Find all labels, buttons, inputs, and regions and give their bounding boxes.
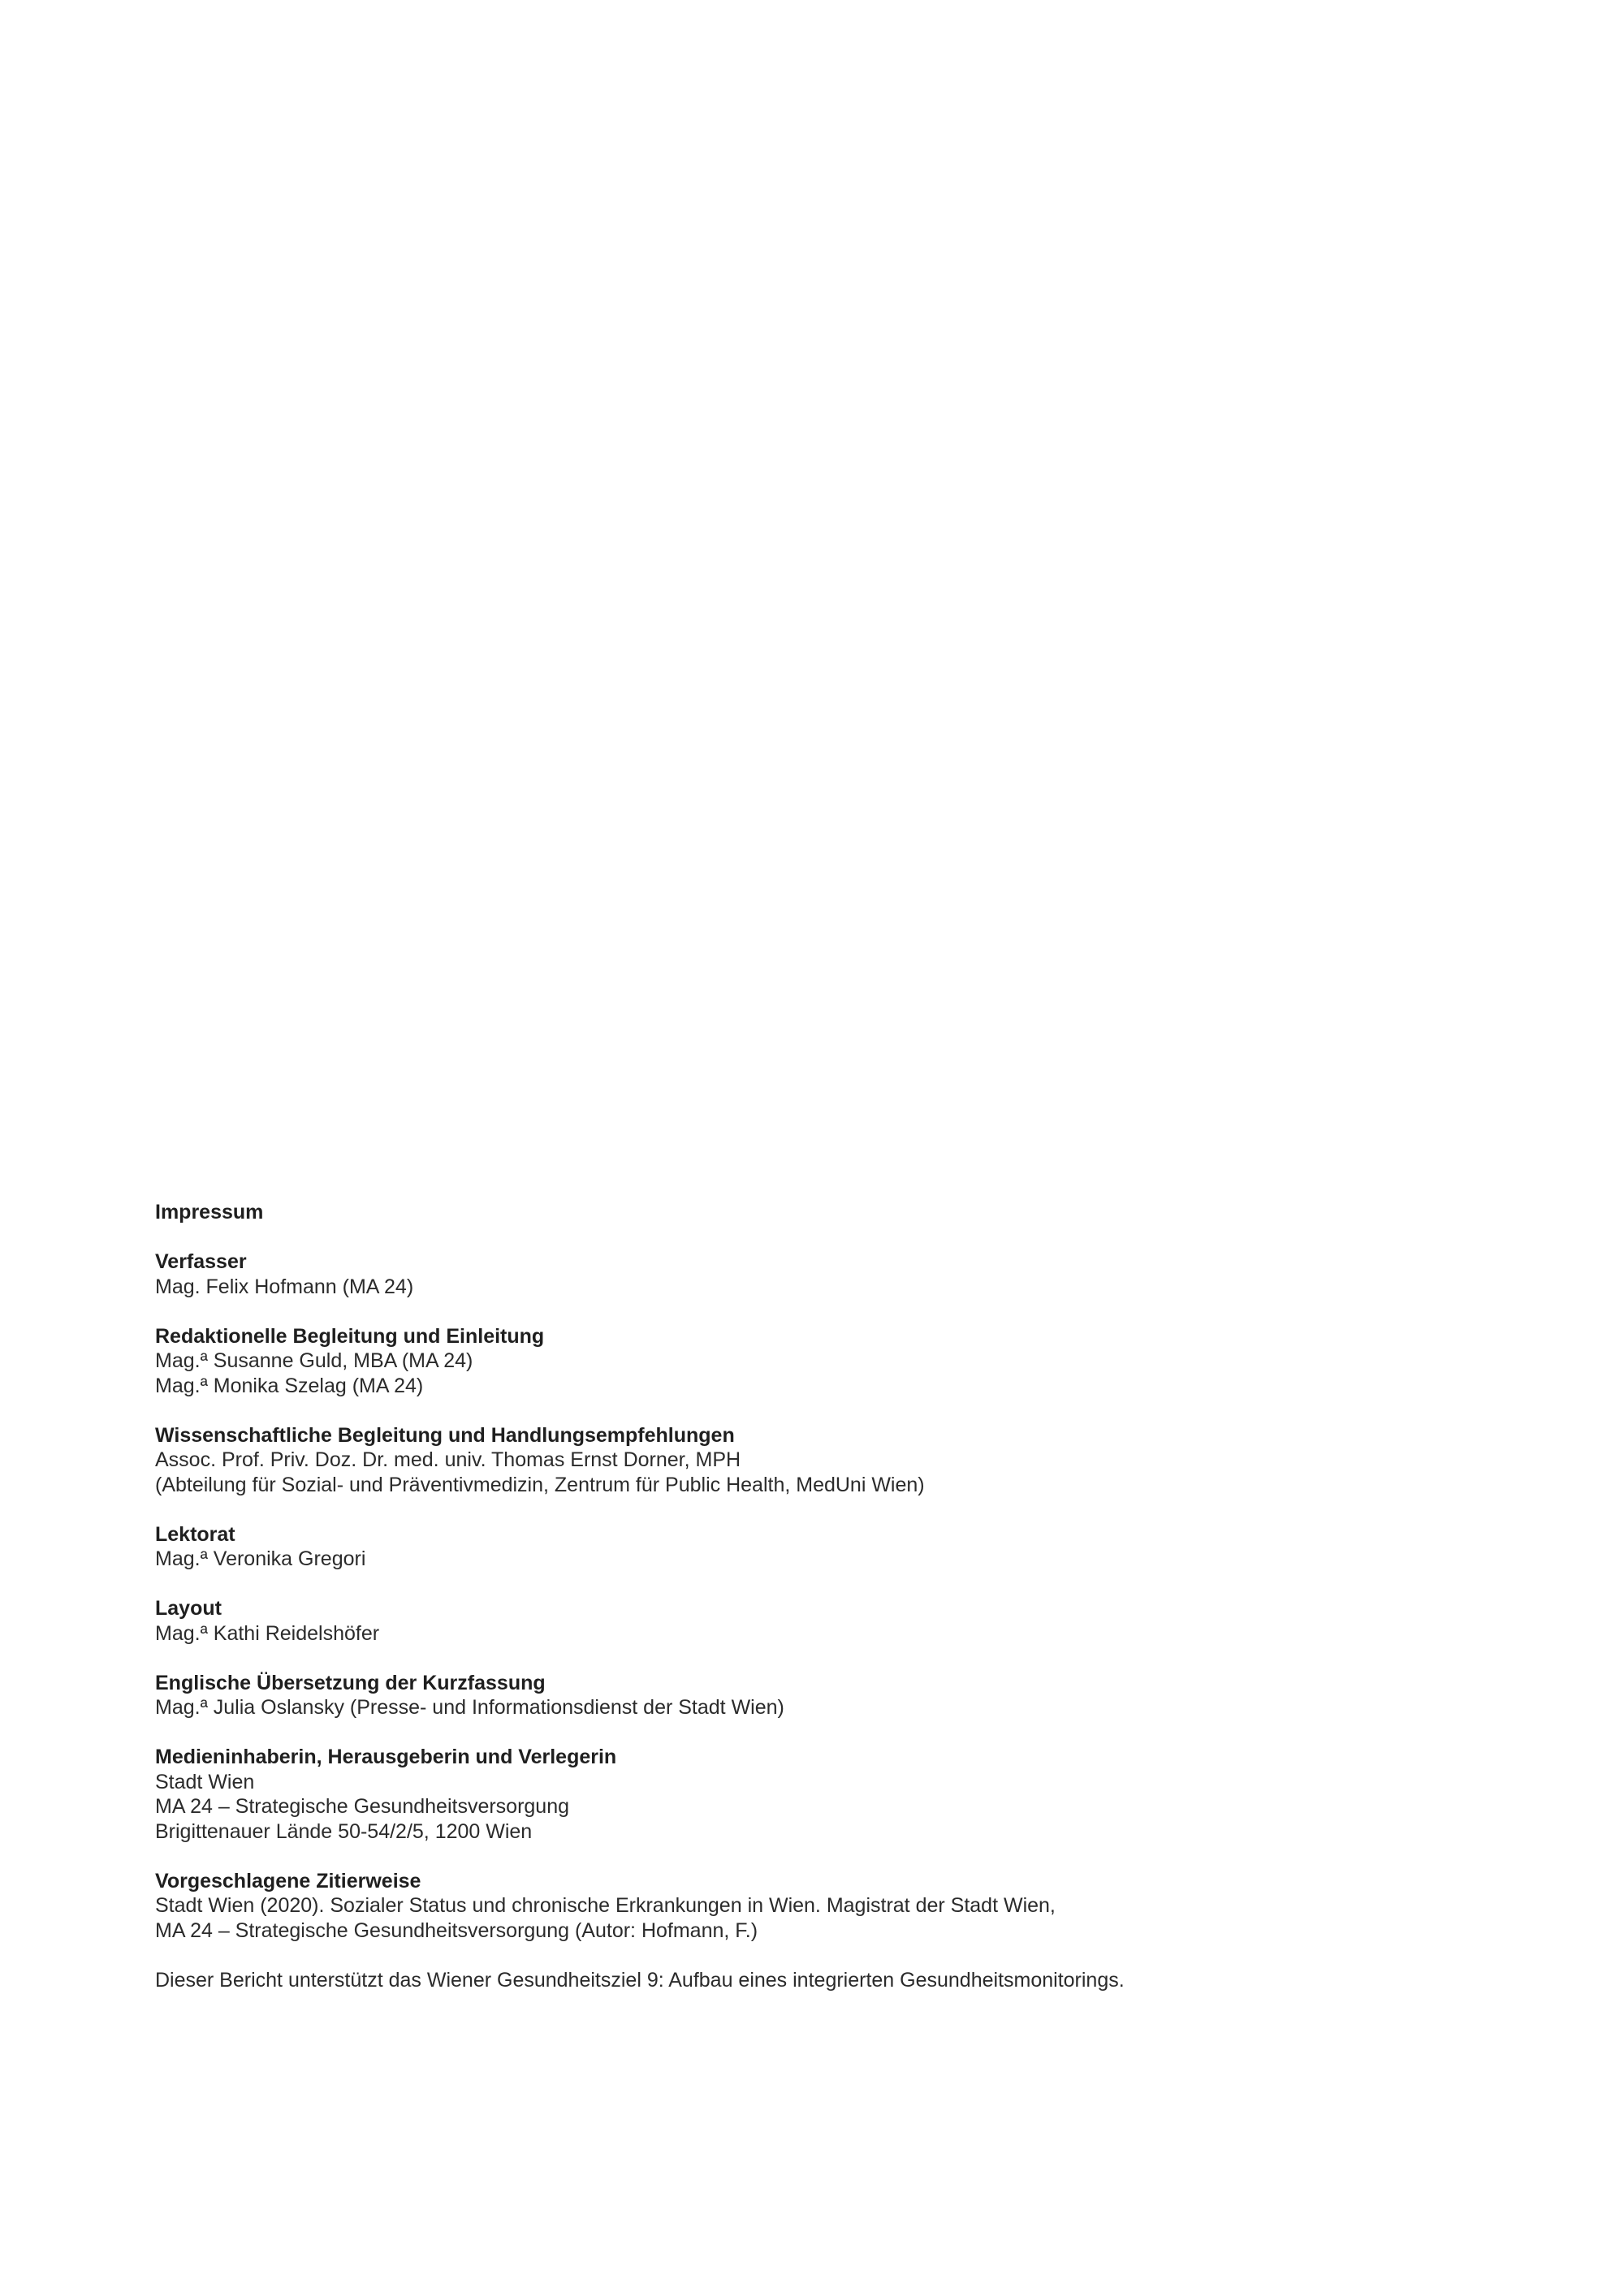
section-layout bbox=[155, 1596, 1535, 1646]
section-heading: Wissenschaftliche Begleitung und Handlungsempfehlungen bbox=[155, 1423, 735, 1447]
section-zitierweise bbox=[155, 1869, 1535, 1944]
section-line: Mag.ª Julia Oslansky (Presse- und Informationsdienst der Stadt Wien) bbox=[155, 1696, 784, 1719]
section-line: Stadt Wien (2020). Sozialer Status und chronische Erkrankungen in Wien. Magistrat der Stadt Wien, bbox=[155, 1894, 1056, 1917]
section-heading: Redaktionelle Begleitung und Einleitung bbox=[155, 1324, 545, 1348]
section-uebersetzung bbox=[155, 1671, 1535, 1720]
section-redaktion bbox=[155, 1324, 1535, 1399]
section-line: Mag.ª Veronika Gregori bbox=[155, 1547, 366, 1570]
section-line: Mag. Felix Hofmann (MA 24) bbox=[155, 1275, 414, 1298]
impressum-block bbox=[155, 1200, 1535, 1992]
section-line: Mag.ª Susanne Guld, MBA (MA 24) bbox=[155, 1349, 473, 1372]
section-heading: Verfasser bbox=[155, 1250, 247, 1273]
section-line: (Abteilung für Sozial- und Präventivmedizin, Zentrum für Public Health, MedUni Wien) bbox=[155, 1473, 925, 1496]
impressum-title: Impressum bbox=[155, 1201, 264, 1224]
section-wissenschaft bbox=[155, 1423, 1535, 1498]
section-line: Mag.ª Monika Szelag (MA 24) bbox=[155, 1374, 424, 1397]
section-line: MA 24 – Strategische Gesundheitsversorgung bbox=[155, 1795, 570, 1818]
section-line: Brigittenauer Lände 50-54/2/5, 1200 Wien bbox=[155, 1819, 533, 1843]
section-line: Mag.ª Kathi Reidelshöfer bbox=[155, 1621, 380, 1645]
section-heading: Vorgeschlagene Zitierweise bbox=[155, 1869, 421, 1892]
section-heading: Lektorat bbox=[155, 1522, 235, 1546]
section-heading: Medieninhaberin, Herausgeberin und Verlegerin bbox=[155, 1746, 617, 1768]
section-verfasser bbox=[155, 1249, 1535, 1299]
section-heading: Layout bbox=[155, 1597, 222, 1620]
section-line: MA 24 – Strategische Gesundheitsversorgung (Autor: Hofmann, F.) bbox=[155, 1918, 758, 1942]
section-medieninhaberin bbox=[155, 1745, 1535, 1844]
section-heading: Englische Übersetzung der Kurzfassung bbox=[155, 1671, 546, 1694]
section-lektorat bbox=[155, 1522, 1535, 1572]
section-line: Stadt Wien bbox=[155, 1770, 255, 1793]
section-line: Assoc. Prof. Priv. Doz. Dr. med. univ. Thomas Ernst Dorner, MPH bbox=[155, 1448, 741, 1471]
gesundheitsziel-note: Dieser Bericht unterstützt das Wiener Gesundheitsziel 9: Aufbau eines integrierten Gesundheitsmonitorings. bbox=[155, 1968, 1125, 1992]
